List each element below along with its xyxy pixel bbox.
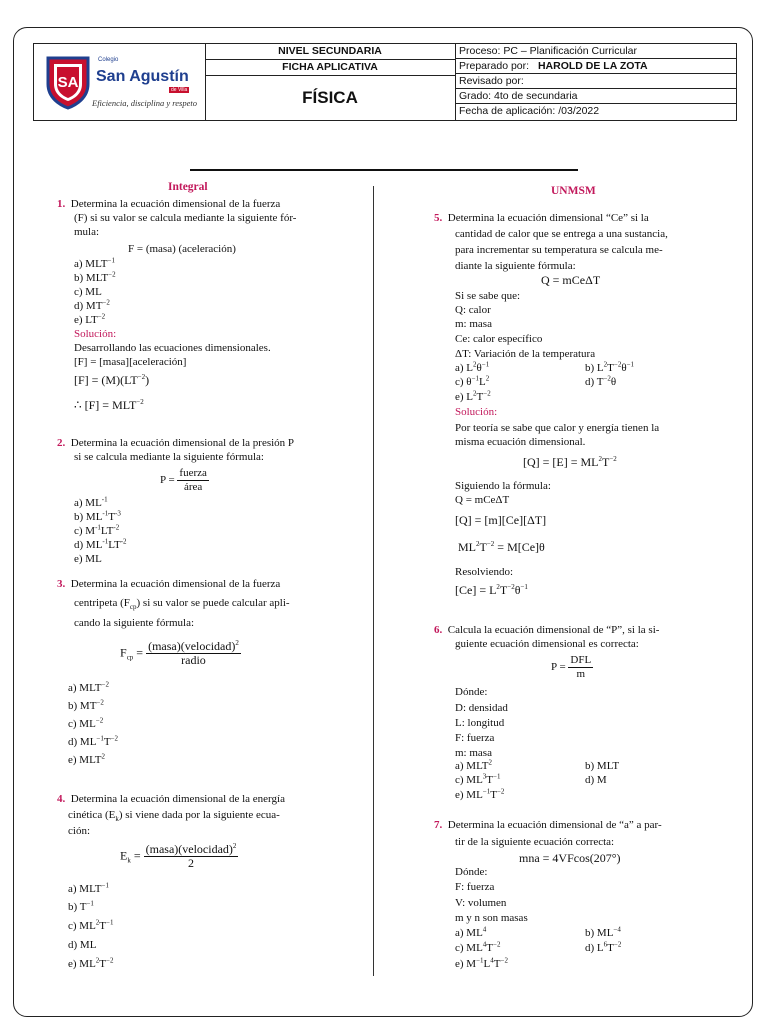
logo-motto: Eficiencia, disciplina y respeto <box>92 98 197 108</box>
q1-option-e: e) $LT^{-2}$ <box>74 312 106 326</box>
q1-option-c: c) ML <box>74 286 102 298</box>
q5-key-3: Ce: calor específico <box>455 333 543 345</box>
q5-option-d: d) $T^{-2}\theta$ <box>585 374 617 388</box>
q7-line2: tir de la siguiente ecuación correcta: <box>455 836 615 848</box>
q4-line3: ción: <box>68 825 90 837</box>
q6-line1: 6. Calcula la ecuación dimensional de “P”, si la si- <box>434 624 660 636</box>
q3-line1: 3. Determina la ecuación dimensional de la fuerza <box>57 578 281 590</box>
q1-solution-label: Solución: <box>74 328 117 340</box>
q7-key-0: Dónde: <box>455 866 488 878</box>
q2-option-c: c) $M^{-1}LT^{-2}$ <box>74 523 120 537</box>
q3-option-b: b) $MT^{-2}$ <box>68 698 104 712</box>
q1-option-b: b) $MLT^{-2}$ <box>74 270 116 284</box>
q3-option-d: d) $ML^{-1}T^{-2}$ <box>68 734 119 748</box>
q1-line1 <box>57 198 280 211</box>
q4-option-c: c) $ML^2T^{-1}$ <box>68 918 114 932</box>
q5-line1: 5. Determina la ecuación dimensional “Ce” si la <box>434 212 649 224</box>
q1-text1: Determina la ecuación dimensional de la fuerza <box>70 198 281 210</box>
q5-option-c: c) $\theta^{-1}L^2$ <box>455 374 490 388</box>
q5-solution-6: [Q] = [m][Ce][ΔT] <box>455 513 547 527</box>
q5-key-0: Si se sabe que: <box>455 290 521 302</box>
q7-option-c: c) $ML^4T^{-2}$ <box>455 940 501 954</box>
header-info-cell <box>455 44 736 120</box>
q5-solution-label: Solución: <box>455 406 498 418</box>
q1-formula: F = (masa) (aceleración) <box>128 243 236 255</box>
q1-line2: (F) si su valor se calcula mediante la siguiente fór- <box>74 212 297 224</box>
q2-option-a: a) $ML^{-1}$ <box>74 495 108 509</box>
q6-line2: guiente ecuación dimensional es correcta: <box>455 638 639 650</box>
q5-key-1: Q: calor <box>455 304 491 316</box>
q5-solution-2: misma ecuación dimensional. <box>455 436 586 448</box>
q4-option-e: e) $ML^2T^{-2}$ <box>68 956 114 970</box>
q3-line2: centripeta $(F_{cp})$ si su valor se puede calcular apli- <box>74 597 290 612</box>
q7-option-e: e) $M^{-1}L^4T^{-2}$ <box>455 956 508 970</box>
q5-solution-9: $[Ce] = L^2T^{-2}\theta^{-1}$ <box>455 583 528 597</box>
document-header <box>33 43 737 121</box>
q6-option-a: a) MLT$^2$ <box>455 758 493 772</box>
school-logo-cell <box>34 44 206 120</box>
q4-formula: $E_k$ = $\frac{(masa)(velocidad)^2}{2}$ <box>120 842 237 870</box>
q5-option-b: b) $L^2T^{-2}\theta^{-1}$ <box>585 360 635 374</box>
q2-option-e: e) ML <box>74 553 102 565</box>
q4-option-a: a) $MLT^{-1}$ <box>68 881 109 895</box>
q3-option-e: e) MLT$^2$ <box>68 752 106 766</box>
q6-key-2: L: longitud <box>455 717 505 729</box>
q2-option-d: d) $ML^{-1}LT^{-2}$ <box>74 537 127 551</box>
q6-key-4: m: masa <box>455 747 492 759</box>
q6-option-c: c) $ML^3T^{-1}$ <box>455 772 501 786</box>
q5-line4: diante la siguiente fórmula: <box>455 260 576 272</box>
q5-solution-8: Resolviendo: <box>455 566 514 578</box>
process-row: Proceso: PC – Planificación Curricular <box>455 44 736 59</box>
q5-key-4: ΔT: Variación de la temperatura <box>455 348 596 360</box>
q6-formula: P = $\frac{\text{DFL}}{m}$ <box>551 654 592 680</box>
q5-formula: Q = mCeΔT <box>541 273 601 287</box>
q7-option-a: a) $ML^4$ <box>455 925 487 939</box>
q2-option-b: b) $ML^{-1}T^{-3}$ <box>74 509 121 523</box>
q5-option-a: a) $L^2\theta^{-1}$ <box>455 360 490 374</box>
q2-formula: P = $\frac{\text{fuerza}}{\text{área}}$ <box>160 467 207 493</box>
subject-title: FÍSICA <box>302 88 358 107</box>
shield-logo-icon <box>44 54 92 110</box>
q5-solution-5: Q = mCeΔT <box>455 494 510 506</box>
section-title-unmsm: UNMSM <box>551 185 596 197</box>
q3-option-a: a) $MLT^{-2}$ <box>68 680 109 694</box>
prepared-label: Preparado por: <box>459 60 530 72</box>
q4-line1: 4. Determina la ecuación dimensional de la energía <box>57 793 285 805</box>
q4-option-d: d) ML <box>68 939 97 951</box>
q6-option-e: e) $ML^{-1}T^{-2}$ <box>455 787 505 801</box>
q6-key-1: D: densidad <box>455 702 508 714</box>
q5-key-2: m: masa <box>455 318 492 330</box>
q7-line1: 7. Determina la ecuación dimensional de “a” a par- <box>434 819 662 831</box>
q3-formula: $F_{cp}$ = $\frac{(masa)(velocidad)^2}{\text{radio}}$ <box>120 639 239 667</box>
q1-number: 1. <box>57 198 66 210</box>
q4-option-b: b) $T^{-1}$ <box>68 899 94 913</box>
q5-solution-7: $ML^2T^{-2} = M[Ce]\theta$ <box>458 540 545 554</box>
header-title-cell <box>205 44 456 120</box>
q5-solution-4: Siguiendo la fórmula: <box>455 480 551 492</box>
prepared-by: HAROLD DE LA ZOTA <box>537 60 648 72</box>
q1-solution-2: [F] = [masa][aceleración] <box>74 356 187 368</box>
level-label: NIVEL SECUNDARIA <box>205 44 455 60</box>
logo-school-name: San Agustín <box>96 68 189 85</box>
q6-option-d: d) M <box>585 774 607 786</box>
prepared-row <box>455 59 736 74</box>
q4-line2: cinética $(E_k)$ si viene dada por la siguiente ecua- <box>68 809 280 824</box>
q6-key-0: Dónde: <box>455 686 488 698</box>
sheet-label: FICHA APLICATIVA <box>205 60 455 76</box>
grade-row: Grado: 4to de secundaria <box>455 89 736 104</box>
q3-option-c: c) $ML^{-2}$ <box>68 716 104 730</box>
section-title-integral: Integral <box>168 181 208 193</box>
q7-formula: mna = 4VFcos(207°) <box>519 851 621 865</box>
q5-solution-1: Por teoría se sabe que calor y energía tienen la <box>455 422 660 434</box>
q7-key-3: m y n son masas <box>455 912 528 924</box>
reviewed-row: Revisado por: <box>455 74 736 89</box>
logo-colegio-text: Colegio <box>98 57 119 63</box>
q3-line3: cando la siguiente fórmula: <box>74 617 195 629</box>
q6-option-b: b) MLT <box>585 760 620 772</box>
q2-line2: si se calcula mediante la siguiente fórmula: <box>74 451 264 463</box>
q6-key-3: F: fuerza <box>455 732 495 744</box>
q5-option-e: e) $L^2T^{-2}$ <box>455 389 491 403</box>
q5-line3: para incrementar su temperatura se calcula me- <box>455 244 663 256</box>
title-underline <box>190 169 578 171</box>
date-row: Fecha de aplicación: /03/2022 <box>459 105 600 117</box>
q1-solution-3: $[F] = (M)(LT^{-2})$ <box>74 373 150 387</box>
logo-tag: de Villa <box>171 87 188 93</box>
svg-text:SA: SA <box>57 74 79 91</box>
q5-solution-3: $[Q] = [E] = ML^2T^{-2}$ <box>523 455 617 469</box>
q7-option-b: b) $ML^{-4}$ <box>585 925 621 939</box>
q1-option-d: d) $MT^{-2}$ <box>74 298 110 312</box>
column-divider <box>373 186 374 976</box>
q1-solution-4: ∴ $[F] = MLT^{-2}$ <box>74 398 144 412</box>
q7-key-1: F: fuerza <box>455 881 495 893</box>
q7-option-d: d) $L^6T^{-2}$ <box>585 940 622 954</box>
q7-key-2: V: volumen <box>455 897 507 909</box>
q1-solution-1: Desarrollando las ecuaciones dimensionales. <box>74 342 271 354</box>
q2-line1: 2. Determina la ecuación dimensional de la presión P <box>57 437 295 449</box>
q1-line3: mula: <box>74 226 100 238</box>
q1-option-a: a) $MLT^{-1}$ <box>74 256 115 270</box>
q5-line2: cantidad de calor que se entrega a una sustancia, <box>455 228 668 240</box>
